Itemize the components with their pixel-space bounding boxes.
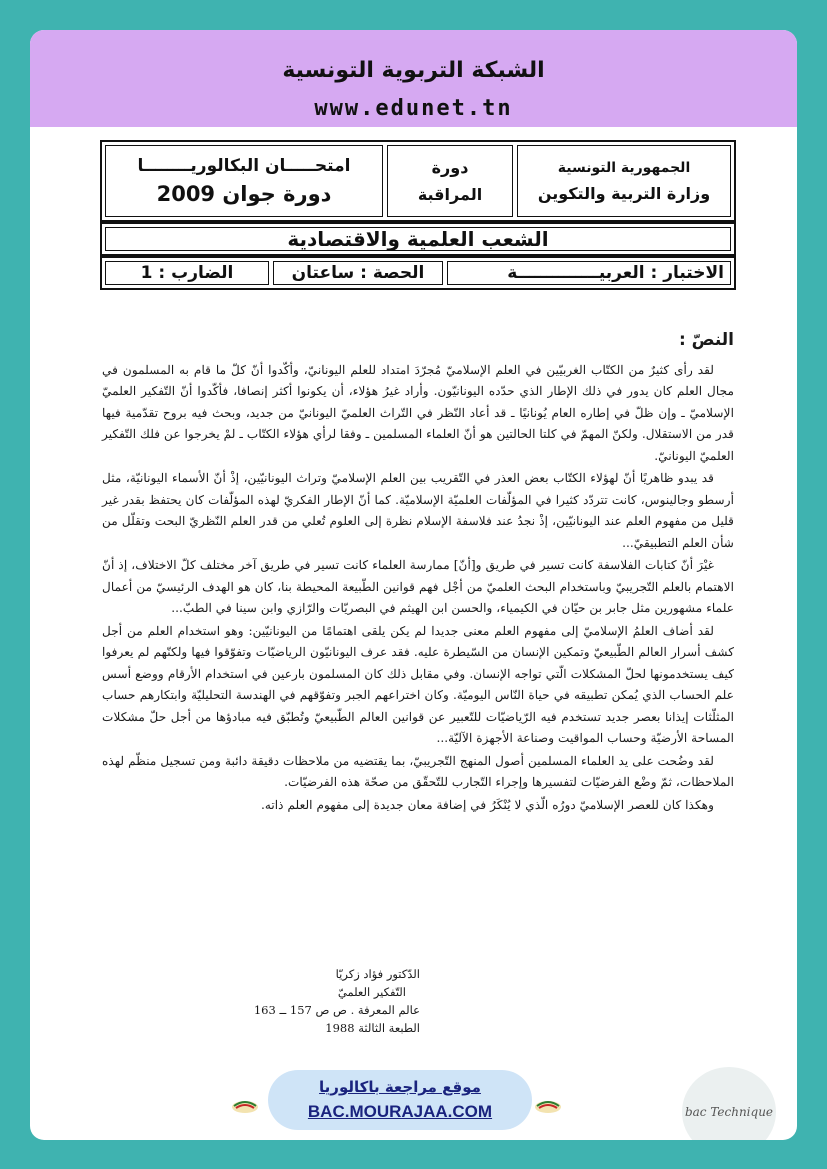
paragraph-2: قد يبدو ظاهريًا أنّ لهؤلاء الكتّاب بعض العذر في التّقريب بين العلم الإسلاميّ وتراث اليونانيّين، إذْ أنّ الأسماء اليونانيّة، مثل أرسطو وجالينوس، كانت تتردّد كثيرا في المؤلّفات العلميّة الإسلاميّة. كما أنّ الإطار الفكريّ لهذه المؤلّفات كان يحتفظ بقدر غير قليل من مفهوم العلم عند اليونانيّين، إذْ نجدُ عند فلاسفة الإسلام نظرة إلى العلوم تُعلي من قدر العلم النّظريّ البحت وتقلّل من شأن العلم التطبيقيّ... bbox=[102, 471, 734, 550]
book-logo-icon bbox=[230, 1092, 260, 1116]
footer-site-name[interactable]: موقع مراجعة باكالوريا bbox=[319, 1078, 481, 1096]
duration-label: الحصة : ساعتان bbox=[273, 261, 443, 285]
branches-label: الشعب العلمية والاقتصادية bbox=[105, 227, 731, 251]
ministry-label: وزارة التربية والتكوين bbox=[537, 183, 711, 203]
footer-site-badge[interactable] bbox=[268, 1070, 532, 1130]
page-sheet bbox=[30, 30, 797, 1140]
footer-site-url[interactable]: BAC.MOURAJAA.COM bbox=[307, 1102, 493, 1121]
republic-label: الجمهورية التونسية bbox=[557, 159, 691, 176]
exam-header-row-2 bbox=[100, 222, 736, 256]
paragraph-1: لقد رأى كثيرٌ من الكتّاب الغربيّين في العلم الإسلاميّ مُجرّدَ امتداد للعلم اليونانيّ، وأكّدوا أنّ كلّ ما قام به المسلمون في مجال العلم كان يدور في ذلك الإطار الذي حدّده اليونانيّون. وأراد غيرُ هؤلاء، أن يكونوا أكثر إنصافا، فأكّدوا أنّ التّفكير العلميّ الإسلاميّ ـ وإن ظلّ في إطاره العام يُونانيًا ـ قد أعاد النّظر في التّراث العلميّ اليونانيّ من جديد، وبحث فيه بروح تقدّمية فيها قدر من الاستقلال. ولكنّ المهمّ في كلتا الحالتين هو أنّ العلماء المسلمين ـ وفقا لرأي هؤلاء الكتّاب ـ لمْ يخرجوا عن فلك التّفكير العلميّ اليونانيّ. bbox=[102, 362, 734, 463]
banner-title: الشبكة التربوية التونسية bbox=[282, 58, 545, 83]
session-cell bbox=[387, 145, 513, 217]
bac-technique-badge: bac Technique bbox=[682, 1067, 776, 1140]
paragraph-3: غيْرَ أنّ كتابات الفلاسفة كانت تسير في طريق و[أنّ] ممارسة العلماء كانت تسير في طريق آخر مختلف كلّ الاختلاف، إذ أنّ الاهتمام بالعلم التّجريبيّ وباستخدام البحث العلميّ من أجْل فهم قوانين الطّبيعة المحيطة بنا، كان هو الهدف الرئيسيّ من أعمال علماء مشهورين مثل جابر بن حيّان في الكيمياء، والحسن ابن الهيثم في البصريّات والرّازي وابن سينا في الطبّ... bbox=[102, 558, 734, 615]
citation-edition: الطبعة الثالثة 1988 bbox=[325, 1021, 420, 1035]
citation-series: عالم المعرفة . ص ص 157 ــ 163 bbox=[253, 1003, 420, 1017]
paragraph-5: لقد وضُحت على يد العلماء المسلمين أصول المنهج التّجريبيّ، بما يقتضيه من ملاحظات دقيقة دائبة ومن تسجيل منظّم لهذه الملاحظات، ثمّ وضْع الفرضيّات لتفسيرها وإجراء التّجارب للتّحقّق من صحّة هذه الفرضيّات. bbox=[102, 753, 734, 789]
exam-header-row-3 bbox=[100, 256, 736, 290]
paragraph-6: وهكذا كان للعصر الإسلاميّ دورُه الّذي لا يُنْكَرُ في إضافة معان جديدة إلى مفهوم العلم ذاته. bbox=[260, 797, 714, 812]
book-logo-icon bbox=[533, 1092, 563, 1116]
passage bbox=[102, 330, 734, 817]
header-banner bbox=[30, 30, 797, 127]
subject-label: الاختبار : العربيــــــــــــــة bbox=[447, 261, 731, 285]
coefficient-label: الضارب : 1 bbox=[105, 261, 269, 285]
citation-book: التّفكير العلميّ bbox=[337, 985, 406, 999]
source-citation bbox=[160, 965, 420, 1037]
exam-name: امتحـــــان البكالوريــــــــا bbox=[137, 156, 351, 176]
exam-cell bbox=[105, 145, 383, 217]
exam-session: دورة جوان 2009 bbox=[156, 182, 332, 206]
banner-site-url[interactable]: www.edunet.tn bbox=[314, 96, 513, 121]
session-type: المراقبة bbox=[417, 185, 483, 204]
session-label: دورة bbox=[431, 158, 469, 177]
exam-header-row-1 bbox=[100, 140, 736, 222]
paragraph-4: لقد أضاف العلمُ الإسلاميّ إلى مفهوم العلم معنى جديدا لم يكن يلقى اهتمامًا من اليونانيّين: وهو استخدام العلم من أجل كشف أسرار العالم الطّبيعيّ وتمكين الإنسان من السّيطرة عليه. فقد عرف اليونانيّون الرياضيّات وتفوّقوا فيها ولكنّهم لم يعرفوا كيف يستخدمونها لحلّ المشكلات الّتي تواجه الإنسان. وفي مقابل ذلك كان المسلمون بارعين في استخدام الأرقام ووضع أسس علم الحساب الذي يُمكن تطبيقه في حياة النّاس اليوميّة. وكان اختراعهم الجبر وتفوّقهم في الهندسة التحليليّة وابتكارهم حساب المثلّثات إيذانا بعصر جديد تستخدم فيه الرّياضيّات للتّعبير عن قوانين العالم الطّبيعيّ وتُطبّق فيه مبادؤها من أجل حلّ مشكلات المساحة الأرضيّة وحساب المواقيت وصناعة الأجهزة الآليّة... bbox=[102, 623, 734, 745]
ministry-cell bbox=[517, 145, 731, 217]
citation-author: الدّكتور فؤاد زكريّا bbox=[335, 967, 420, 981]
passage-heading: النصّ : bbox=[678, 330, 734, 350]
